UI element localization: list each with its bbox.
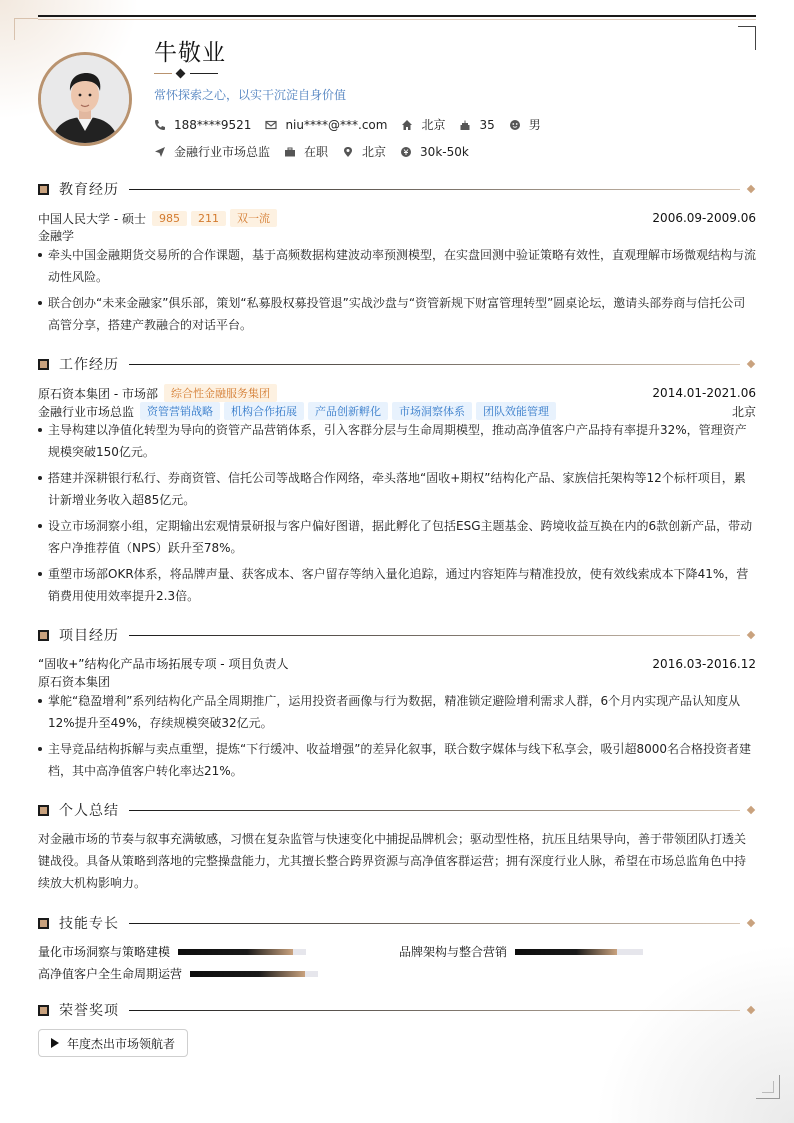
position-item	[154, 143, 270, 160]
corner-ornament	[14, 18, 38, 40]
list-item: 重塑市场部OKR体系，将品牌声量、获客成本、客户留存等纳入量化追踪，通过内容矩阵与精准投放，使有效线索成本下降41%，营销费用使用效率提升2.3倍。	[38, 563, 756, 607]
top-rule-accent	[38, 19, 756, 20]
list-item: 设立市场洞察小组，定期输出宏观情景研报与客户偏好图谱，据此孵化了包括ESG主题基金、跨境收益互换在内的6款创新产品，带动客户净推荐值（NPS）跃升至78%。	[38, 515, 756, 559]
mail-icon	[265, 119, 277, 131]
section-rule	[129, 1010, 740, 1011]
skill-item	[38, 943, 306, 960]
section-summary-header	[38, 802, 756, 818]
award-name: 年度杰出市场领航者	[67, 1036, 176, 1051]
age-item	[459, 118, 494, 132]
skill-bar	[190, 971, 318, 977]
cake-icon	[459, 119, 471, 131]
section-awards-header	[38, 1002, 756, 1018]
city-item	[401, 116, 445, 133]
school-tag: 双一流	[230, 209, 277, 227]
section-rule	[129, 189, 740, 190]
skill-tag: 产品创新孵化	[308, 402, 388, 420]
section-title: 技能专长	[59, 916, 119, 932]
intent-row	[154, 143, 483, 160]
age-value: 35	[479, 117, 495, 132]
section-rule	[129, 635, 740, 636]
list-item: 牵头中国金融期货交易所的合作课题，基于高频数据构建波动率预测模型，在实盘回测中验证策略有效性，直观理解市场微观结构与流动性风险。	[38, 244, 756, 288]
diamond-icon	[747, 631, 755, 639]
education-period: 2006.09-2009.06	[652, 211, 756, 225]
skill-tag: 机构合作拓展	[224, 402, 304, 420]
contact-row	[154, 116, 555, 133]
skill-bar	[178, 949, 306, 955]
section-marker	[38, 359, 49, 370]
section-title: 个人总结	[59, 803, 119, 819]
work-location: 北京	[731, 404, 756, 419]
skill-name: 量化市场洞察与策略建模	[38, 945, 171, 959]
top-rule	[38, 15, 756, 17]
list-item: 主导竞品结构拆解与卖点重塑，提炼“下行缓冲、收益增强”的差异化叙事，联合数字媒体与线下私享会，吸引超8000名合格投资者建档，其中高净值客户转化率达21%。	[38, 738, 756, 782]
briefcase-icon	[284, 146, 296, 158]
diamond-icon	[747, 185, 755, 193]
section-education-header	[38, 181, 756, 197]
candidate-name: 牛敬业	[154, 40, 226, 66]
section-project-header	[38, 627, 756, 643]
pin-icon	[342, 146, 354, 158]
list-item: 联合创办“未来金融家”俱乐部，策划“私募股权募投管退”实战沙盘与“资管新规下财富管理转型”圆桌论坛，邀请头部券商与信托公司高管分享，搭建产教融合的对话平台。	[38, 292, 756, 336]
diamond-icon	[747, 919, 755, 927]
status-item	[284, 143, 328, 160]
skill-bar	[515, 949, 643, 955]
company-dept: 原石资本集团 - 市场部	[38, 386, 158, 401]
position-value: 金融行业市场总监	[174, 145, 271, 159]
diamond-icon	[747, 1006, 755, 1014]
send-icon	[154, 146, 166, 158]
skill-tag: 市场洞察体系	[392, 402, 472, 420]
section-marker	[38, 1005, 49, 1016]
company-tag: 综合性金融服务集团	[164, 384, 277, 402]
section-marker	[38, 918, 49, 929]
section-work-header	[38, 356, 756, 372]
corner-ornament	[762, 1081, 774, 1093]
play-icon	[51, 1038, 59, 1048]
email-value: niu****@***.com	[285, 117, 388, 132]
skill-item	[38, 965, 318, 982]
phone-item	[154, 118, 251, 132]
section-rule	[129, 923, 740, 924]
project-name-role: “固收+”结构化产品市场拓展专项 - 项目负责人	[38, 657, 289, 671]
skill-tag: 资管营销战略	[140, 402, 220, 420]
major: 金融学	[38, 229, 75, 243]
section-rule	[129, 364, 740, 365]
section-skills-header	[38, 915, 756, 931]
section-marker	[38, 184, 49, 195]
list-item: 掌舵“稳盈增利”系列结构化产品全周期推广，运用投资者画像与行为数据，精准锁定避险增利需求人群，6个月内实现产品认知度从12%提升至49%，存续规模突破32亿元。	[38, 690, 756, 734]
education-row	[38, 209, 756, 227]
skill-bar-fill	[190, 971, 305, 977]
skill-bar-fill	[515, 949, 617, 955]
list-item: 主导构建以净值化转型为导向的资管产品营销体系，引入客群分层与生命周期模型，推动高净值客户产品持有率提升32%，管理资产规模突破150亿元。	[38, 419, 756, 463]
city-value: 北京	[421, 118, 446, 132]
target-city-item	[342, 143, 386, 160]
section-rule	[129, 810, 740, 811]
phone-value: 188****9521	[174, 117, 252, 132]
section-title: 荣誉奖项	[59, 1003, 119, 1019]
skill-name: 高净值客户全生命周期运营	[38, 967, 183, 981]
project-org: 原石资本集团	[38, 675, 111, 689]
diamond-icon	[747, 360, 755, 368]
gender-item	[509, 116, 541, 133]
status-value: 在职	[304, 145, 329, 159]
skill-tag: 团队效能管理	[476, 402, 556, 420]
work-row	[38, 384, 756, 402]
email-item	[265, 118, 387, 132]
gender-value: 男	[528, 118, 541, 132]
school-tag: 211	[191, 211, 226, 226]
diamond-icon	[747, 806, 755, 814]
work-title-row	[38, 402, 756, 420]
project-row	[38, 655, 756, 672]
list-item: 搭建并深耕银行私行、券商资管、信托公司等战略合作网络，牵头落地“固收+期权”结构化产品、家族信托架构等12个标杆项目，累计新增业务收入超85亿元。	[38, 467, 756, 511]
avatar	[38, 52, 132, 146]
section-title: 工作经历	[59, 357, 119, 373]
school-degree: 中国人民大学 - 硕士	[38, 211, 146, 226]
phone-icon	[154, 119, 166, 131]
salary-item	[400, 145, 469, 159]
skill-bar-fill	[178, 949, 293, 955]
section-marker	[38, 630, 49, 641]
skill-name: 品牌架构与整合营销	[399, 945, 508, 959]
name-ornament	[154, 69, 218, 79]
summary-text: 对金融市场的节奏与叙事充满敏感，习惯在复杂监管与快速变化中捕捉品牌机会；驱动型性格，抗压且结果导向，善于带领团队打透关键战役。具备从策略到落地的完整操盘能力，尤其擅长整合跨界资源与高净值客群运营；拥有深度行业人脉，希望在市场总监角色中持续放大机构影响力。	[38, 832, 747, 890]
target-city-value: 北京	[362, 145, 387, 159]
section-marker	[38, 805, 49, 816]
section-title: 项目经历	[59, 628, 119, 644]
work-bullets	[38, 419, 756, 611]
work-period: 2014.01-2021.06	[652, 386, 756, 400]
coin-icon	[400, 146, 412, 158]
job-title: 金融行业市场总监	[38, 404, 135, 419]
award-badge	[38, 1029, 188, 1057]
salary-value: 30k-50k	[420, 144, 469, 159]
home-icon	[401, 119, 413, 131]
corner-ornament	[748, 30, 756, 50]
gender-icon	[509, 119, 521, 131]
education-bullets	[38, 244, 756, 340]
project-bullets	[38, 690, 756, 786]
skill-item	[399, 943, 643, 960]
school-tag: 985	[152, 211, 187, 226]
project-period: 2016.03-2016.12	[652, 656, 756, 671]
motto: 常怀探索之心，以实干沉淀自身价值	[154, 88, 347, 102]
section-title: 教育经历	[59, 182, 119, 198]
